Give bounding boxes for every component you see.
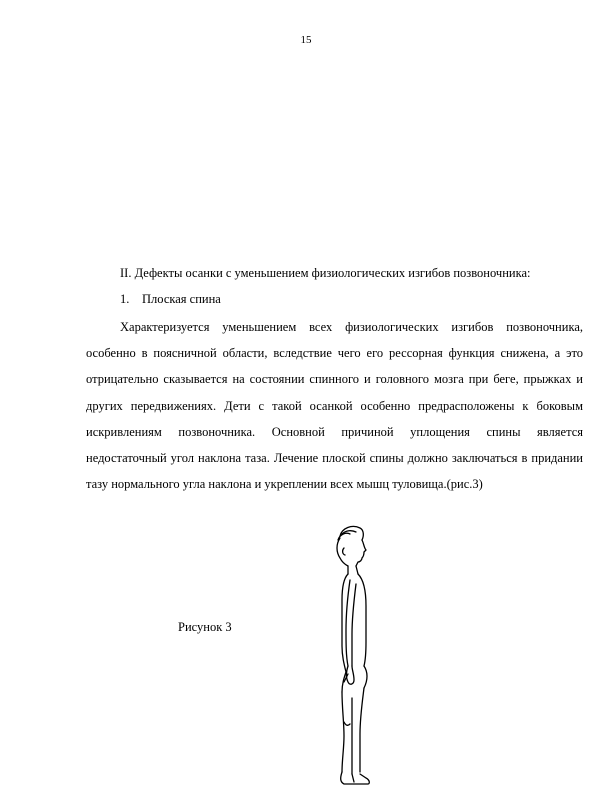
figure-caption: Рисунок 3 [178, 620, 232, 634]
section-heading: II. Дефекты осанки с уменьшением физиологических изгибов позвоночника: [120, 266, 531, 280]
page-number: 15 [300, 34, 312, 46]
standing-person-illustration [318, 522, 388, 790]
list-item [120, 292, 221, 307]
list-item-number: 1. [120, 292, 130, 306]
flat-back-posture-figure [318, 522, 388, 790]
list-item-label: Плоская спина [142, 292, 221, 306]
body-paragraph: Характеризуется уменьшением всех физиологических изгибов позвоночника, особенно в поясничной области, вследствие чего его рессорная функция снижена, а это отрицательно сказывается на состоянии спинного и головного мозга при беге, прыжках и других передвижениях. Дети с такой осанкой особенно предрасположены к боковым искривлениям позвоночника. Основной причиной уплощения спины является недостаточный угол наклона таза. Лечение плоской спины должно заключаться в придании тазу нормального угла наклона и укреплении всех мышц туловища.(рис.3) [86, 320, 583, 492]
